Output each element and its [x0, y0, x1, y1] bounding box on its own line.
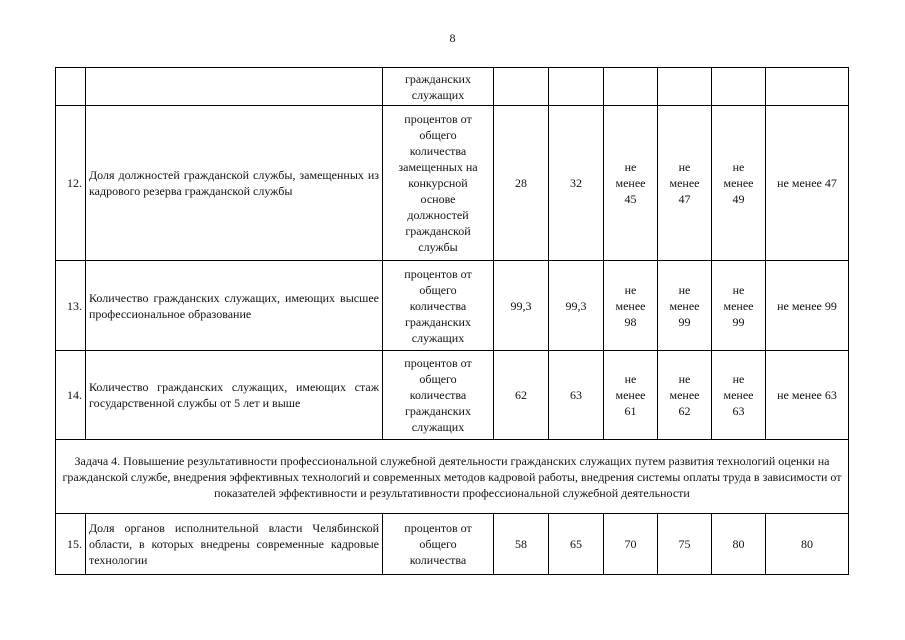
value-cell	[494, 68, 549, 106]
value-cell: не менее 99	[658, 261, 712, 351]
value-cell: не менее 63	[712, 351, 766, 440]
indicators-table	[55, 67, 849, 575]
value-cell: не менее 62	[658, 351, 712, 440]
unit-cell: гражданских служащих	[383, 68, 494, 106]
value-cell: не менее 61	[604, 351, 658, 440]
value-cell: не менее 99	[712, 261, 766, 351]
task-heading: Задача 4. Повышение результативности профессиональной служебной деятельности гражданских служащих путем развития технологий оценки на гражданской службе, внедрения эффективных технологий и современных методов кадровой работы, внедрения системы оплаты труда в зависимости от показателей эффективности и результативности профессиональной служебной деятельности	[56, 440, 849, 514]
indicator-name: Доля органов исполнительной власти Челябинской области, в которых внедрены современные кадровые технологии	[86, 514, 383, 575]
indicator-name: Количество гражданских служащих, имеющих стаж государственной службы от 5 лет и выше	[86, 351, 383, 440]
value-cell: 80	[712, 514, 766, 575]
value-cell: не менее 99	[766, 261, 849, 351]
row-number: 13.	[56, 261, 86, 351]
indicator-name: Количество гражданских служащих, имеющих высшее профессиональное образование	[86, 261, 383, 351]
value-cell: не менее 98	[604, 261, 658, 351]
value-cell: 63	[549, 351, 604, 440]
task-row	[56, 440, 849, 514]
value-cell: 28	[494, 106, 549, 261]
value-cell	[766, 68, 849, 106]
value-cell: не менее 49	[712, 106, 766, 261]
unit-cell: процентов от общего количества гражданских служащих	[383, 351, 494, 440]
page-number: 8	[449, 31, 456, 45]
row-number: 14.	[56, 351, 86, 440]
value-cell: не менее 45	[604, 106, 658, 261]
table-row	[56, 68, 849, 106]
value-cell: не менее 63	[766, 351, 849, 440]
value-cell: 80	[766, 514, 849, 575]
table-row	[56, 261, 849, 351]
value-cell	[658, 68, 712, 106]
value-cell	[549, 68, 604, 106]
unit-cell: процентов от общего количества	[383, 514, 494, 575]
value-cell: 65	[549, 514, 604, 575]
value-cell	[604, 68, 658, 106]
unit-cell: процентов от общего количества замещенных на конкурсной основе должностей гражданской службы	[383, 106, 494, 261]
value-cell: не менее 47	[766, 106, 849, 261]
table-row	[56, 351, 849, 440]
value-cell: 99,3	[494, 261, 549, 351]
name-cell	[86, 68, 383, 106]
indicator-name: Доля должностей гражданской службы, замещенных из кадрового резерва гражданской службы	[86, 106, 383, 261]
table-row	[56, 514, 849, 575]
value-cell: 99,3	[549, 261, 604, 351]
row-number: 12.	[56, 106, 86, 261]
row-number: 15.	[56, 514, 86, 575]
value-cell	[712, 68, 766, 106]
value-cell: 58	[494, 514, 549, 575]
table-row	[56, 106, 849, 261]
value-cell: 32	[549, 106, 604, 261]
value-cell: 75	[658, 514, 712, 575]
value-cell: не менее 47	[658, 106, 712, 261]
num-cell	[56, 68, 86, 106]
value-cell: 70	[604, 514, 658, 575]
unit-cell: процентов от общего количества гражданских служащих	[383, 261, 494, 351]
value-cell: 62	[494, 351, 549, 440]
